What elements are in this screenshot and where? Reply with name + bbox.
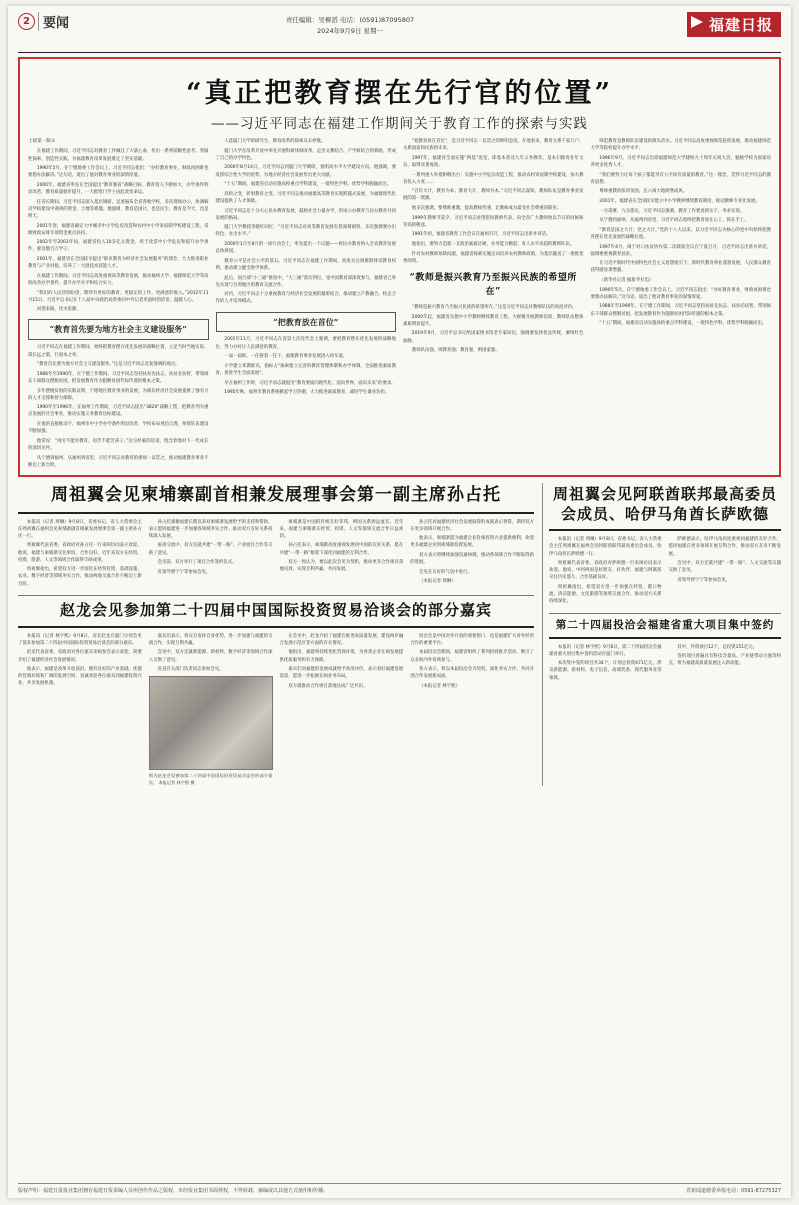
article-title-ciifit: 赵龙会见参加第二十四届中国国际投资贸易洽谈会的部分嘉宾: [59, 601, 492, 620]
paragraph: “把教育放在首位”，是习近平同志一以贯之的鲜明态度。在他看来，教育关系千家万户，关系国家和民族的未来。: [403, 139, 584, 152]
paragraph: 教师队伍强，则教育强；教育强，则国家强。: [411, 348, 500, 354]
paragraph: 他指出，要努力造就一支政治素质过硬、业务能力精湛、育人水平高超的教师队伍。: [411, 242, 575, 247]
paragraph: 师范教育是教师队伍建设的源头活水。习近平同志高度重视师范院校发展，推动福建师范大学等院校提升办学水平。: [590, 139, 771, 152]
paragraph: 会见在友好的气氛中进行。: [419, 569, 472, 575]
paragraph: 他常说：“再穷不能穷教育，再苦不能苦孩子。”这句朴素的话语，饱含着他对下一代成长的深切关怀。: [28, 438, 209, 451]
paragraph: 在他的直接推动下，福州市中小学办学条件明显改善，学校布局更趋合理，师资队伍建设不断加强。: [28, 422, 209, 435]
paragraph: “百年大计，教育为本；教育大计，教师为本。”习近平同志深知，教师队伍是教育事业发展的第一资源。: [403, 189, 584, 202]
paragraph: 多年摆脱贫困的实践证明，宁德地区教育事业的发展，为闽东经济社会发展提供了强有力的人才支撑和智力保障。: [28, 388, 209, 401]
paragraph: 省领导郭宁宁等参加会见。: [157, 569, 211, 575]
masthead: [18, 12, 781, 53]
paragraph: 本报讯（记者 林宇熙）9月8日，第二十四届投洽会福建省重大项目集中签约活动在厦门举行。: [549, 644, 662, 657]
paragraph: 2000年1月至8月的一场行动会上，率先提出一个议题——将民办教育纳入全省教育发展总体规划。: [215, 242, 396, 255]
paragraph: 1997年，福建省全面实施“两基”攻坚，即基本普及九年义务教育、基本扫除青壮年文盲，取得显著成效。: [403, 155, 584, 168]
paragraph: 双方表示将继续加强沟通协调，推动各领域合作不断取得新的进展。: [410, 553, 534, 566]
divider: [18, 626, 534, 628]
paper-logo: 福建日报: [687, 12, 781, 37]
paragraph: 2019年9月，习近平总书记给国家图书馆老专家回信，强调要发扬优良传统，赓续红色血脉。: [403, 331, 584, 344]
paragraph: 周祖翼指出，希望双方进一步深化在经贸投资、基础设施、农业、数字经济等领域务实合作，推动两地交流合作不断迈上新台阶。: [18, 567, 142, 587]
paragraph: 本报讯（记者 周琳）9月8日，省委书记、省人大常委会主任周祖翼在福州会见柬埔寨副首相兼发展理事会第一副主席孙占托一行。: [18, 519, 142, 539]
paragraph: 2002年至2003年间，福建省投入10多亿元资金，用于改造中小学危房和提升办学条件，惠及数百万学子。: [28, 240, 209, 253]
paragraph: 投洽会是中国对外开放的重要窗口，也是福建扩大对外经贸合作的重要平台。: [410, 633, 534, 646]
continuation-note: 上接第一版①: [28, 139, 56, 144]
paragraph: 2001年11月，习近平同志在省第七次党代会上强调，要把教育摆在优先发展的战略地位，努力办好让人民满意的教育。: [215, 337, 396, 350]
uae-article-columns: [549, 536, 781, 608]
uae-col-2: [669, 536, 782, 608]
paragraph: 一分部署，九分落实。习近平同志强调，教育工作要真抓实干，务求实效。: [599, 208, 745, 214]
paragraph: 2001年，福建省在全国较早提出“职业教育为经济社会发展服务”的理念，大力推进职业教育与产业对接，培养了一大批技术技能人才。: [28, 257, 209, 270]
paragraph: “教育首先要为地方社会主义建设服务。”这是习近平同志反复强调的观点。: [36, 362, 180, 368]
paragraph: “十五”期间，福建省启动实施高校重点学科建设，一批特色学科、优势学科脱颖而出。: [224, 182, 392, 188]
paragraph: “教师是振兴教育乃至振兴民族的希望所在。”这是习近平同志对教师队伍的高度评价。: [411, 305, 577, 311]
paragraph: “教育是国之大计、党之大计。”党的十八大以来，以习近平同志为核心的党中央始终把教育摆在优先发展的战略位置。: [590, 227, 771, 240]
paragraph: 2001年春，福建省确定大中城市中小学危房改造和农村中小学寄宿制学校建设工程，省级财政安排专项资金重点扶持。: [28, 223, 209, 236]
paragraph: 本报讯（记者 林宇熙）9月8日，省长赵龙在厦门分别会见了前来参加第二十四届中国国际投资贸易洽谈会的部分嘉宾。: [18, 633, 142, 646]
paragraph: 此后，国合部“小三通”推进中，“大三通”落实到位，受中国教育部深度参与，福建省已率先实现与台湾地区的教育交流合作。: [215, 275, 396, 288]
article-column-2: [216, 138, 397, 471]
paragraph: 1997年4月，闽宁对口扶贫协作第二次联席会议在宁夏召开，习近平同志出席并讲话，强调要重视教育扶贫。: [590, 244, 771, 257]
masthead-contact: 责任编辑：吴柳滔 电话：(0591)87095807: [285, 16, 415, 24]
paragraph: 习近平同志还十分关心民办教育发展，鼓励社会力量办学，形成公办教育与民办教育共同发展的格局。: [215, 208, 396, 221]
paragraph: 本届投洽会期间，福建省组织了系列招商推介活动，吸引了众多海内外客商参与。: [410, 650, 534, 663]
paragraph: 双方一致认为，要以此次会见为契机，推动更多合作项目落地见效，实现互利共赢、共同发展。: [279, 560, 404, 573]
photo-ciifit: [149, 676, 273, 770]
paragraph: 1990年至1996年，在福州工作期间，习近平同志提出“3820”战略工程，把教育列为重点发展的社会事业，推动实施义务教育达标建设。: [28, 405, 209, 418]
paragraph: 从宁德到福州，从福州到省里，习近平同志始终把教育放在心上、抓在手上。: [599, 218, 749, 224]
paragraph: （本报记者 林宇熙）: [419, 683, 460, 689]
paragraph: 一届一届抓，一任接着一任干，福建教育事业发展进入快车道。: [224, 354, 348, 360]
masthead-info: [69, 12, 631, 37]
paragraph: 教育公平是社会公平的基石。习近平同志在福建工作期间，高度关注困难群体受教育权利，推动建立健全助学体系。: [215, 258, 396, 271]
article-title-cambodia: 周祖翼会见柬埔寨副首相兼发展理事会第一副主席孙占托: [51, 485, 501, 506]
paragraph: 周祖翼代表省委、省政府对孙占托一行来闽访问表示欢迎。他说，福建与柬埔寨交往密切、合作良好，近年来双方在经贸、投资、旅游、人文等领域合作取得丰硕成果。: [18, 543, 142, 563]
paragraph: 从宁德到福州，从福州到省里，习近平同志对教育的重视一以贯之，推动福建教育事业不断迈上新台阶。: [28, 455, 209, 468]
paragraph: 1996年9月，习近平同志出席福建师范大学建校九十周年庆祝大会，勉励学校为国家培养更多优秀人才。: [590, 155, 771, 168]
paragraph: 本次集中签约项目共34个，计划总投资471亿元，涉及新能源、新材料、电子信息、高端装备、现代服务业等领域。: [549, 661, 662, 681]
masthead-date: 2024年9月9日 星期一: [317, 27, 383, 36]
paragraph: 周祖翼代表省委、省政府对萨欧德一行来闽访问表示欢迎。他说，中阿两国是好朋友、好伙伴，福建与阿联酋交往历史悠久、合作基础良好。: [549, 561, 662, 581]
paragraph: “十五”期间，福建省启动实施高校重点学科建设，一批特色学科、优势学科脱颖而出。: [599, 321, 767, 327]
paragraph: 周祖翼指出，希望双方进一步加强在经贸、港口物流、清洁能源、文化旅游等领域交流合作，推动双方关系持续深化。: [549, 585, 662, 605]
paragraph: 厦门大学教授李晓红回忆：“习近平同志对高等教育发展有着深刻洞察，多次强调要办出特色、办出水平。”: [215, 225, 396, 238]
paragraph: 嘉宾们表示，将充分发挥自身优势，进一步加强与福建的交流合作，实现互利共赢。: [148, 633, 273, 646]
paragraph: 对内，习近平同志十分重视教育与经济社会发展的紧密结合，推动建立产教融合、校企合作的人才培养模式。: [215, 292, 396, 305]
page-number: 2: [18, 13, 35, 30]
lower-right-column: [542, 483, 781, 786]
main-article: [18, 57, 781, 477]
paragraph: 1990年5月，在宁德地委工作会议上，习近平同志指出：“办好教育事业，财政再困难也要想办法解决。”这句话，道出了他对教育事业的深情厚爱。: [590, 287, 771, 300]
paragraph: “我们要努力让每个孩子都能享有公平而有质量的教育。”这一理念，贯穿习近平同志的教育思想。: [590, 172, 771, 185]
subsection-heading-3: “教师是振兴教育乃至振兴民族的希望所在”: [409, 272, 577, 298]
paragraph: 会见中，双方还就共建“一带一路”、人文交流等议题交换了意见。: [668, 561, 781, 574]
subsection-heading-2: “把教育放在首位”: [216, 312, 397, 333]
paragraph: 赵龙代表省委、省政府对各位嘉宾来闽参会表示欢迎，简要介绍了福建经济社会发展情况。: [18, 650, 142, 663]
section-label: 要闻: [38, 12, 69, 31]
paragraph: 小学建立邓教职员，指标占“探索建立完善的教育管理体制和办学体制，全面推进素质教育，促进学生全面发展”。: [215, 363, 396, 376]
paragraph: 他指出，福建将持续优化营商环境，为各类企业在闽发展提供优质服务和有力保障。: [279, 650, 404, 663]
ciifit-article-columns: [18, 633, 534, 786]
paragraph: 嘉宾们对福建的发展成就给予高度评价，表示看好福建发展前景，愿进一步拓展在闽业务布局。: [279, 667, 404, 680]
page-footer: [18, 1183, 781, 1194]
subsection-heading-1: “教育首先要为地方社会主义建设服务”: [28, 319, 209, 340]
ciifit-col-4: [410, 633, 534, 786]
paragraph: 他表示，福建是改革开放前沿，拥有良好的产业基础、优越的营商环境和广阔的发展空间，真诚欢迎各位嘉宾到福建投资兴业，共享发展机遇。: [18, 667, 142, 687]
paragraph: 会见前，双方举行了项目合作签约仪式。: [157, 560, 237, 566]
paragraph: 厦门大学在改革开放中率先开展科研体制改革，走出文教结合、产学研结合的新路，形成了自己的办学特色。: [215, 148, 396, 161]
paragraph: 习近平同志在福建工作期间，始终把教育摆在优先发展的战略位置，立足当时当地实际，谋长远之策，行固本之举。: [28, 345, 209, 358]
paragraph: 省直有关部门负责同志参加会见。: [157, 667, 224, 673]
paragraph: 其中，外资项目12个，总投资151亿元。: [677, 644, 758, 650]
paragraph: 在会见中，赵龙介绍了福建在推进高质量发展、建设两岸融合发展示范区等方面的有关情况。: [279, 633, 404, 646]
paragraph: “我们的人民热切盼望，期待有更好的教育、更稳定的工作、更满意的收入。”2012年11月15日，习近平总书记在十八届中央政治局常委同中外记者见面时的话语，温暖人心。: [28, 290, 209, 303]
article-title-signing: 第二十四届投洽会福建省重大项目集中签约: [555, 618, 775, 631]
divider: [549, 529, 781, 531]
ciifit-col-1: [18, 633, 142, 786]
paragraph: 萨欧德表示，哈伊马角高度重视同福建的友好合作，愿同福建在更多领域开展互利合作，推动双方友谊不断发展。: [668, 537, 781, 557]
paragraph: 他表示，柬埔寨愿为福建企业赴柬投资兴业提供便利，欢迎更多福建企业到柬埔寨投资发展。: [410, 536, 534, 549]
copyright-notice: 版权声明：福建日报报业集团拥有福建日报采编人员所创作作品之版权，未经报业集团书面授权，不得转载、摘编或以其他方式使用和传播。: [18, 1188, 329, 1194]
paragraph: 在福建工作期间，习近平同志高度重视高等教育发展，推动福州大学、福建师范大学等高校改善办学条件，提升办学水平和综合实力。: [28, 273, 209, 286]
ethics-hotline: 省新闻道德委举报电话：0591-87275327: [686, 1188, 781, 1194]
paragraph: 1988年至1990年，在宁德工作期间，习近平同志坚持扶贫先扶志、扶贫必扶智，带领闽东干部群众摆脱贫困，把发展教育作为阻断贫困代际传递的根本之策。: [28, 371, 209, 384]
paragraph: 一系列重大举措相继出台：实施中小学危房改造工程，推动农村寄宿制学校建设，加大教育投入力度……: [403, 172, 584, 185]
main-article-columns: [28, 138, 771, 471]
cambodia-article-columns: [18, 519, 534, 591]
paragraph: 高校之变，折射教育之变。习近平同志推动福建高等教育实现跨越式发展，为福建现代化建设提供了人才保障。: [215, 191, 396, 204]
newspaper-sheet: [8, 6, 791, 1198]
paragraph: 各方表示，将以本届投洽会为契机，深化务实合作，共同开创合作发展新局面。: [410, 667, 534, 680]
article-title-uae: 周祖翼会见阿联酋联邦最高委员会成员、哈伊马角酋长萨欧德: [552, 485, 777, 523]
article-column-4: [591, 138, 772, 471]
lower-left-column: [18, 483, 534, 786]
paragraph: 在习近平新时代中国特色社会主义思想指引下，新时代教育事业蓬勃发展，人民群众教育获得感显著增强。: [590, 261, 771, 274]
paragraph: 孙占托对福建经济社会发展取得的成就表示赞赏，期待双方在更多领域开展合作。: [410, 519, 534, 532]
page-subtitle: ——习近平同志在福建工作期间关于教育工作的探索与实践: [211, 116, 588, 132]
masthead-logo-area: [631, 12, 781, 37]
paragraph: 早在福州工作时，习近平同志就提出“教育要面向现代化、面向世界、面向未来”的要求。: [224, 380, 396, 386]
uae-col-1: [549, 536, 662, 608]
paragraph: 1995年秋，福州市教育系统掀起学习热潮，大力推进素质教育，减轻学生课业负担。: [224, 390, 390, 396]
paragraph: 任省长期间，习近平同志深入基层调研，足迹遍布全省各地学校，多次现场办公，协调解决学校建设中遇到的资金、土地等难题。他强调，教育是国计，也是民生；教育是今天，也是明天。: [28, 199, 209, 219]
paragraph: （本报记者 周琳）: [419, 579, 456, 585]
paragraph: 回望来路，饮水思源。: [36, 307, 81, 313]
paragraph: 1988年至1990年，在宁德工作期间，习近平同志坚持扶贫先扶志、扶贫必扶智，带领闽东干部群众摆脱贫困，把发展教育作为阻断贫困代际传递的根本之策。: [590, 304, 771, 317]
paragraph: 尊师重教的浓厚氛围，在八闽大地蔚然成风。: [599, 189, 688, 195]
paragraph: 他多次强调，要尊师重教，提高教师待遇，让教师成为最受社会尊重的职业。: [411, 206, 562, 211]
paragraph: 1990年5月，在宁德地委工作会议上，习近平同志指出：“办好教育事业，财政再困难也要想办法解决。”这句话，道出了他对教育事业的深情厚爱。: [28, 166, 209, 179]
paragraph: 2000年8月14日，习近平同志到厦门大学调研，指明高水平大学建设方向。他强调，要发挥综合性大学的优势，为地方经济社会发展作出更大贡献。: [215, 165, 396, 178]
paragraph: 在福建工作期间，习近平同志对教育工作倾注了大量心血，作出一系列前瞻性思考、突破性探索、创造性实践，为福建教育改革发展奠定了坚实基础。: [28, 149, 209, 162]
ciifit-col-3: [280, 633, 404, 786]
paragraph: 孙占托表示，柬埔寨高度重视发展同中国的友好关系，愿在共建“一带一路”框架下深化同福建的互利合作。: [279, 543, 404, 556]
paragraph: 双方就推动合作项目落地达成广泛共识。: [288, 683, 368, 689]
paragraph: 柬埔寨是中国的传统友好邻邦，两国关系源远流长。近年来，福建与柬埔寨在经贸、投资、人文等领域交流合作日益密切。: [279, 519, 404, 539]
divider: [18, 512, 534, 514]
paragraph: 针对农村教师短缺问题，福建省探索实施定向培养农村教师政策，为基层输送了一批批优秀师资。: [403, 251, 584, 264]
ciifit-col-2: [149, 633, 273, 786]
page-number-block: [18, 12, 69, 31]
cambodia-col-4: [410, 519, 534, 591]
signing-article-columns: [549, 644, 781, 685]
paragraph: 签约项目普遍具有科技含量高、产业链带动力强等特点，将为福建高质量发展注入新动能。: [668, 654, 781, 667]
paragraph: 本报讯（记者 周琳）9月8日，省委书记、省人大常委会主任周祖翼在福州会见阿联酋联邦最高委员会成员、哈伊马角酋长萨欧德一行。: [549, 537, 662, 557]
photo-caption: 图为赵龙会见参加第二十四届中国国际投资贸易洽谈会的部分嘉宾。 本报记者 林宇熙 摄: [148, 773, 273, 785]
article-column-1: [28, 138, 209, 471]
divider: [549, 613, 781, 614]
page-title: “真正把教育摆在先行官的位置”: [185, 78, 614, 109]
paragraph: 1991年初，福建省教育工作会议在福州召开，习近平同志出席并讲话。: [411, 232, 551, 238]
paragraph: （新华社记者 据新华社电）: [599, 278, 654, 283]
signing-col-2: [669, 644, 782, 685]
article-column-3: [403, 138, 584, 471]
paragraph: 2000年起，福建省实施中小学教师继续教育工程，大规模开展教师培训，教师队伍整体素质明显提升。: [403, 314, 584, 327]
paragraph: 2001年，福建省在全国较早建立中小学教师继续教育制度，推动教师专业化发展。: [599, 198, 760, 204]
paragraph: 孙占托感谢福建长期以来对柬埔寨发展给予的支持和帮助，表示愿同福建进一步加强各领域务实合作，推动双方友好关系持续深入发展。: [148, 519, 273, 539]
paragraph: 会见中，双方还就新能源、新材料、数字经济等领域合作深入交换了意见。: [148, 650, 273, 663]
paragraph: 省领导郭宁宁等参加会见。: [677, 577, 730, 583]
divider: [18, 595, 534, 596]
divider: [549, 637, 781, 639]
cambodia-col-3: [280, 519, 404, 591]
paragraph: 座谈交流中，双方还就共建“一带一路”、产业园区合作等交换了意见。: [148, 543, 273, 556]
cambodia-col-1: [18, 519, 142, 591]
cambodia-col-2: [149, 519, 273, 591]
paragraph: 人选厦门大学的研究生，教育改革的探索从未停歇。: [224, 139, 326, 144]
paragraph: 2000年，福建省率先在全国提出“教育强省”战略目标，教育投入不断加大，办学条件明显改善，教育质量稳步提升，一大批寒门学子由此改变命运。: [28, 182, 209, 196]
lower-section: [18, 483, 781, 786]
paragraph: 1999年教师节前夕，习近平同志看望慰问教师代表，向全省广大教师致以节日的问候和崇高的敬意。: [403, 215, 584, 228]
signing-col-1: [549, 644, 662, 685]
